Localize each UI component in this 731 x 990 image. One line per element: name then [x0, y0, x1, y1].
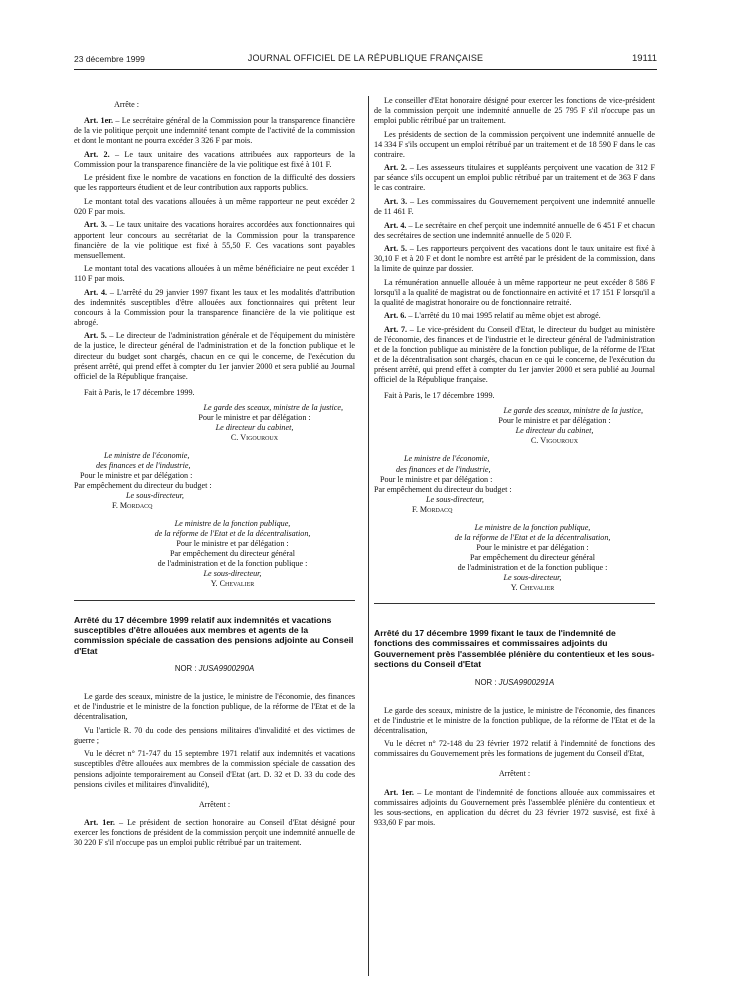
signature-role: Le sous-directeur,: [426, 494, 484, 504]
arrete-heading: Arrête :: [114, 100, 140, 109]
section-separator: [374, 603, 655, 604]
nor-reference: [74, 664, 355, 674]
signature-impediment: de l'administration et de la fonction publique :: [157, 559, 308, 569]
fait-a-paris: Fait à Paris, le 17 décembre 1999.: [84, 387, 195, 397]
article-text: – Les rapporteurs perçoivent des vacations dont le taux unitaire est fixé à 30,10 F et à 20 F et dont le nombre est arrêté par le président de la commission, dans la limite de quinze par dossier.: [374, 244, 655, 274]
signature-title: Le ministre de l'économie,: [404, 454, 490, 464]
article: [74, 116, 355, 146]
article-text: – L'arrêté du 10 mai 1995 relatif au même objet est abrogé.: [406, 311, 601, 321]
signature-role: Le sous-directeur,: [126, 491, 184, 501]
preamble-paragraph: Le garde des sceaux, ministre de la justice, le ministre de l'économie, des finances et de l'industrie et le ministre de la fonction publique, de la réforme de l'Etat et de la décentralisation,: [374, 705, 655, 735]
header-rule: [74, 69, 657, 70]
article: [374, 163, 655, 193]
article-text: – Les commissaires du Gouvernement perçoivent une indemnité annuelle de 11 461 F.: [374, 196, 655, 216]
article-text: Le président fixe le nombre de vacations en fonction de la difficulté des dossiers que les rapporteurs étudient et de leur contribution aux rapports publics.: [74, 173, 355, 193]
article-text: Les présidents de section de la commission perçoivent une indemnité annuelle de 14 334 F s'ils occupent un emploi rétribué par un traitement et de 18 590 F dans le cas contraire.: [374, 129, 655, 159]
fait-a-paris: Fait à Paris, le 17 décembre 1999.: [384, 391, 495, 401]
article-text: – Le taux unitaire des vacations horaires accordées aux fonctionnaires qui apportent leur concours au secrétariat de la Commission pour la transparence financière de la vie politique est fixé à 55,50 F. Ces vacations sont payables mensuellement.: [74, 220, 355, 260]
signature-delegation: Pour le ministre et par délégation :: [198, 412, 311, 422]
signature-impediment: Par empêchement du directeur général: [170, 549, 295, 559]
article: [374, 244, 655, 274]
article-text: – Les assesseurs titulaires et suppléants perçoivent une vacation de 312 F par séance s'ils occupent un emploi public rétribué par un traitement et de 363 F dans le cas contraire.: [374, 163, 655, 193]
decree-title: Arrêté du 17 décembre 1999 fixant le taux de l'indemnité de fonctions des commissaires et commissaires adjoints du Gouvernement près l'assemblée plénière du contentieux et les sous-sections du Conseil d'Etat: [374, 628, 655, 670]
article-text: – Le directeur de l'administration générale et de l'équipement du ministère de la justice, le directeur général de l'administration et de la fonction publique et le directeur du budget sont chargés, chacun en ce qui le concerne, de l'exécution du présent arrêté, qui prend effet à compter du 1er janvier 2000 et sera publié au Journal officiel de la République française.: [74, 331, 355, 381]
signature-title: Le garde des sceaux, ministre de la justice,: [203, 402, 343, 412]
article-label: Art. 4.: [384, 220, 407, 230]
signature-impediment: Par empêchement du directeur général: [470, 552, 595, 562]
signature-delegation: Pour le ministre et par délégation :: [380, 474, 493, 484]
nor-code: JUSA9900291A: [498, 677, 555, 687]
signature-title: de la réforme de l'Etat et de la décentralisation,: [454, 532, 611, 542]
signature-role: Le directeur du cabinet,: [215, 422, 294, 432]
article-label: Art. 2.: [384, 163, 407, 173]
signature-title: des finances et de l'industrie,: [96, 460, 191, 470]
signature-role: Le sous-directeur,: [203, 569, 262, 579]
article-paragraph: [374, 130, 655, 160]
article: [74, 220, 355, 260]
article: [374, 311, 655, 321]
signature-name: Y. Chevalier: [510, 583, 555, 593]
article-paragraph: [74, 197, 355, 217]
article-text: – Le taux unitaire des vacations attribuées aux rapporteurs de la Commission pour la transparence financière de la vie politique est fixé à 101 F.: [74, 149, 356, 169]
nor-label: NOR :: [474, 677, 499, 687]
preamble-paragraph: Vu le décret n° 72-148 du 23 février 1972 relatif à l'indemnité de fonctions des commissaires du Gouvernement près les formations de jugement du Conseil d'Etat,: [374, 739, 655, 759]
preamble-paragraph: Le garde des sceaux, ministre de la justice, le ministre de l'économie, des finances et de l'industrie et le ministre de la fonction publique, de la réforme de l'Etat et de la décentralisation,: [74, 692, 355, 722]
article-label: Art. 1er.: [84, 817, 115, 827]
article-label: Art. 4.: [84, 287, 108, 297]
article-text: – Le secrétaire général de la Commission pour la transparence financière de la vie politique perçoit une indemnité tenant compte de l'activité de la commission et dont le montant ne pourra excéder 3 326 F par mois.: [74, 116, 355, 146]
article-label: Art. 1er.: [384, 787, 414, 797]
decree-title: Arrêté du 17 décembre 1999 relatif aux indemnités et vacations susceptibles d'être allouées aux membres et agents de la commission spéciale de cassation des pensions adjointe au Conseil d'Etat: [74, 614, 354, 656]
article: [74, 818, 355, 848]
left-column: [74, 100, 355, 851]
nor-code: JUSA9900290A: [198, 664, 255, 674]
signature-role: Le directeur du cabinet,: [515, 426, 594, 436]
header-page-number: 19111: [631, 53, 657, 64]
article-paragraph: [74, 173, 355, 193]
right-column: [374, 96, 655, 831]
article-text: Le montant total des vacations allouées à un même rapporteur ne peut excéder 2 020 F par mois.: [74, 196, 355, 216]
preamble-paragraph: Vu l'article R. 70 du code des pensions militaires d'invalidité et des victimes de guerre ;: [74, 725, 355, 745]
article-paragraph: [374, 278, 655, 308]
article-text: – Le secrétaire en chef perçoit une indemnité annuelle de 6 451 F et chacun des secrétaires de section une indemnité annuelle de 5 020 F.: [374, 220, 655, 240]
nor-reference: [374, 678, 655, 688]
nor-label: NOR :: [174, 664, 199, 674]
article-text: Le conseiller d'Etat honoraire désigné pour exercer les fonctions de vice-président de la commission perçoit une indemnité annuelle de 25 795 F s'il n'occupe pas un emploi public rétribué par un traitement.: [374, 96, 655, 126]
signature-name: C. Vigouroux: [530, 436, 579, 446]
page-header: [74, 48, 657, 68]
article-paragraph: [374, 96, 655, 126]
article-text: – Le vice-président du Conseil d'Etat, le directeur du budget au ministère de l'économie, des finances et de l'industrie et le directeur général de l'administration et de la fonction publique au ministère de la fonction publique, de la réforme de l'Etat et de la décentralisation sont chargés, chacun en ce qui le concerne, de l'exécution du présent arrêté, qui prend effet à compter du 1er janvier 2000 et sera publié au Journal officiel de la République française.: [374, 324, 655, 385]
article-paragraph: [74, 264, 355, 284]
article: [374, 197, 655, 217]
signature-title: des finances et de l'industrie,: [396, 464, 491, 474]
signature-name: C. Vigouroux: [230, 432, 279, 442]
signature-title: de la réforme de l'Etat et de la décentralisation,: [154, 529, 311, 539]
article-text: La rémunération annuelle allouée à un même rapporteur ne peut excéder 8 586 F lorsqu'il a la qualité de magistrat ou de fonctionnaire en activité et 17 151 F lorsqu'il a la qualité de magistrat honoraire ou de fonctionnaire retraité.: [374, 277, 655, 307]
article-text: – L'arrêté du 29 janvier 1997 fixant les taux et les modalités d'attribution des indemnités susceptibles d'être allouées aux fonctionnaires qui prêtent leur concours à la Commission pour la transparence financière de la vie politique est abrogé.: [74, 287, 355, 327]
article: [374, 325, 655, 385]
arrete-heading: Arrêtent :: [498, 769, 531, 779]
signature-impediment: de l'administration et de la fonction publique :: [457, 562, 608, 572]
article-label: Art. 3.: [384, 196, 408, 206]
signature-role: Le sous-directeur,: [503, 572, 562, 582]
signature-title: Le ministre de l'économie,: [104, 450, 190, 460]
signature-name: F. Mordacq: [412, 504, 453, 514]
article-label: Art. 3.: [84, 220, 107, 230]
article: [74, 288, 355, 328]
signature-delegation: Pour le ministre et par délégation :: [498, 416, 611, 426]
article: [374, 221, 655, 241]
article-label: Art. 1er.: [84, 116, 114, 126]
article-text: – Le président de section honoraire au Conseil d'Etat désigné pour exercer les fonctions de président de la commission perçoit une indemnité annuelle de 30 220 F s'il n'occupe pas un emploi public rétribué par un traitement.: [74, 817, 355, 847]
article-text: – Le montant de l'indemnité de fonctions allouée aux commissaires et commissaires adjoints du Gouvernement près l'assemblée plénière du contentieux et les sous-sections, en application du décret du 23 février 1972 susvisé, est fixé à 933,60 F par mois.: [374, 787, 655, 827]
signature-title: Le garde des sceaux, ministre de la justice,: [503, 406, 643, 416]
preamble-paragraph: Vu le décret n° 71-747 du 15 septembre 1971 relatif aux indemnités et vacations susceptibles d'être allouées aux membres de la commission spéciale de cassation des pensions adjointe temporairement au Conseil d'Etat (art. D. 32 et D. 33 du code des pensions civiles et militaires d'invalidité),: [74, 749, 355, 789]
header-date: 23 décembre 1999: [74, 54, 145, 64]
header-journal-title: JOURNAL OFFICIEL DE LA RÉPUBLIQUE FRANÇAISE: [247, 53, 484, 63]
signature-impediment: Par empêchement du directeur du budget :: [374, 484, 512, 494]
column-divider: [368, 96, 369, 976]
article-label: Art. 5.: [84, 331, 107, 341]
signature-delegation: Pour le ministre et par délégation :: [476, 542, 589, 552]
article: [74, 150, 355, 170]
arrete-heading: Arrêtent :: [198, 799, 231, 809]
article-text: Le montant total des vacations allouées à un même bénéficiaire ne peut excéder 1 110 F par mois.: [74, 264, 355, 284]
signature-title: Le ministre de la fonction publique,: [474, 522, 591, 532]
signature-title: Le ministre de la fonction publique,: [174, 519, 291, 529]
article-label: Art. 6.: [384, 311, 407, 321]
signature-delegation: Pour le ministre et par délégation :: [176, 539, 289, 549]
signature-impediment: Par empêchement du directeur du budget :: [74, 481, 212, 491]
article-label: Art. 5.: [384, 244, 407, 254]
article: [374, 788, 655, 828]
signature-name: F. Mordacq: [112, 501, 153, 511]
article: [74, 331, 355, 381]
article-label: Art. 7.: [384, 324, 408, 334]
signature-delegation: Pour le ministre et par délégation :: [80, 471, 193, 480]
signature-name: Y. Chevalier: [210, 579, 255, 589]
article-label: Art. 2.: [84, 149, 110, 159]
section-separator: [74, 600, 355, 601]
